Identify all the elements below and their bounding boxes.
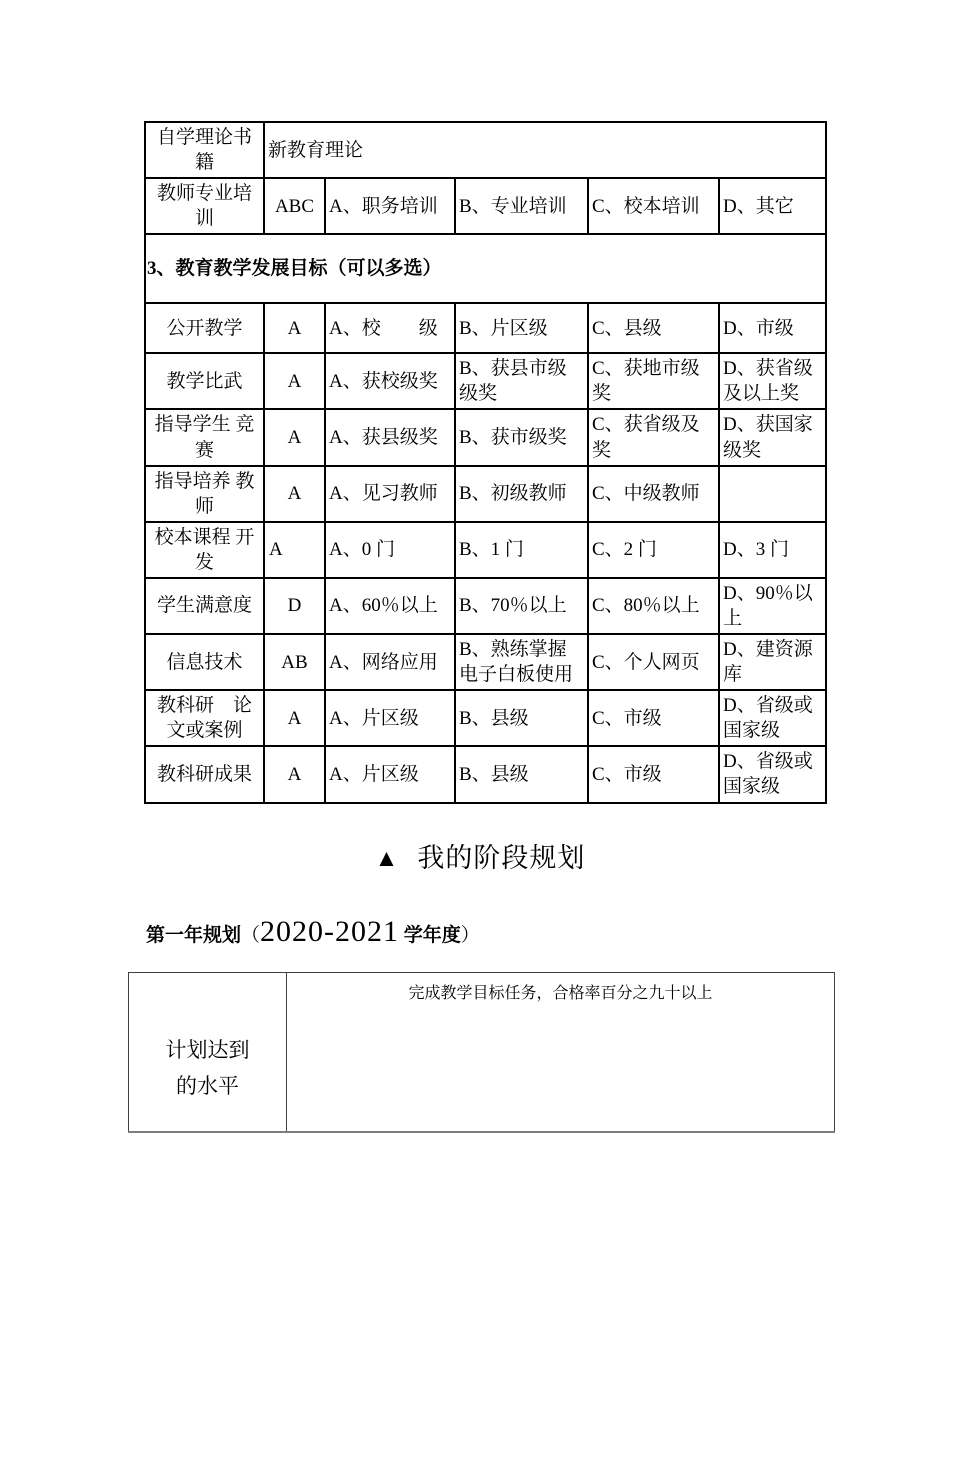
section-heading-development-goals: 3、教育教学发展目标（可以多选） [145,234,826,303]
row-option-a: A、网络应用 [325,634,455,690]
row-option-a: A、0 门 [325,522,455,578]
training-option-d: D、其它 [719,178,826,234]
row-option-b: B、获市级奖 [455,409,588,465]
row-answer: A [264,522,325,578]
table-row [145,178,826,234]
first-year-plan-line [146,915,960,949]
row-option-b: B、70％以上 [455,578,588,634]
row-option-c: C、个人网页 [588,634,719,690]
row-option-d: D、省级或国家级 [719,746,826,802]
row-option-a: A、校 级 [325,303,455,353]
row-label: 信息技术 [145,634,264,690]
training-option-a: A、职务培训 [325,178,455,234]
table-row [145,746,826,802]
row-option-b: B、初级教师 [455,466,588,522]
row-option-c: C、市级 [588,746,719,802]
row-option-a: A、见习教师 [325,466,455,522]
training-option-b: B、专业培训 [455,178,588,234]
row-answer: A [264,303,325,353]
table-row [145,578,826,634]
open-paren: （ [241,924,261,946]
row-option-b: B、县级 [455,690,588,746]
row-option-c: C、2 门 [588,522,719,578]
first-year-plan-label: 第一年规划 [146,924,242,946]
row-label-self-study-books: 自学理论书籍 [145,122,264,178]
stage-plan-heading [0,836,960,875]
row-option-c: C、县级 [588,303,719,353]
row-label: 公开教学 [145,303,264,353]
training-option-c: C、校本培训 [588,178,719,234]
row-option-d [719,466,826,522]
row-option-d: D、3 门 [719,522,826,578]
plan-level-content: 完成教学目标任务，合格率百分之九十以上 [287,972,835,1132]
row-option-d: D、获国家级奖 [719,409,826,465]
row-option-c: C、中级教师 [588,466,719,522]
triangle-marker-icon: ▲ [374,845,400,872]
goal-rows-body [145,303,826,802]
row-label: 校本课程 开发 [145,522,264,578]
row-option-d: D、获省级及以上奖 [719,353,826,409]
row-option-a: A、片区级 [325,690,455,746]
table-row [145,690,826,746]
row-option-d: D、市级 [719,303,826,353]
table-row [145,234,826,303]
plan-label-line1: 计划达到 [165,1038,250,1063]
table-row [145,634,826,690]
row-label: 教科研成果 [145,746,264,802]
school-year-range: 2020-2021 [260,914,400,948]
table-row [129,972,835,1132]
row-option-d: D、省级或国家级 [719,690,826,746]
table-row [145,353,826,409]
row-label: 指导培养 教师 [145,466,264,522]
row-answer: D [264,578,325,634]
table-row [145,122,826,178]
row-label: 指导学生 竞赛 [145,409,264,465]
row-option-d: D、90％以上 [719,578,826,634]
close-paren: ） [460,924,480,946]
row-option-d: D、建资源库 [719,634,826,690]
row-option-c: C、80％以上 [588,578,719,634]
training-answer: ABC [264,178,325,234]
school-year-suffix: 学年度 [399,924,461,946]
row-label: 学生满意度 [145,578,264,634]
table-row [145,409,826,465]
self-study-books-value: 新教育理论 [264,122,826,178]
table-row [145,466,826,522]
row-option-a: A、获县级奖 [325,409,455,465]
row-option-a: A、60％以上 [325,578,455,634]
row-option-a: A、片区级 [325,746,455,802]
row-answer: A [264,466,325,522]
row-option-a: A、获校级奖 [325,353,455,409]
row-label: 教科研 论文或案例 [145,690,264,746]
row-label-professional-training: 教师专业培训 [145,178,264,234]
row-answer: AB [264,634,325,690]
plan-level-table [128,972,835,1134]
row-option-b: B、1 门 [455,522,588,578]
row-option-c: C、市级 [588,690,719,746]
row-answer: A [264,353,325,409]
row-answer: A [264,690,325,746]
row-option-b: B、片区级 [455,303,588,353]
table-row [145,522,826,578]
plan-level-row-label [129,972,287,1132]
stage-plan-heading-text: 我的阶段规划 [417,842,586,873]
row-option-b: B、获县市级级奖 [455,353,588,409]
row-option-c: C、获地市级奖 [588,353,719,409]
table-row [145,303,826,353]
row-answer: A [264,409,325,465]
teacher-survey-table [144,121,827,804]
row-option-b: B、县级 [455,746,588,802]
row-answer: A [264,746,325,802]
row-label: 教学比武 [145,353,264,409]
row-option-c: C、获省级及奖 [588,409,719,465]
plan-label-line2: 的水平 [176,1074,239,1099]
row-option-b: B、熟练掌握电子白板使用 [455,634,588,690]
